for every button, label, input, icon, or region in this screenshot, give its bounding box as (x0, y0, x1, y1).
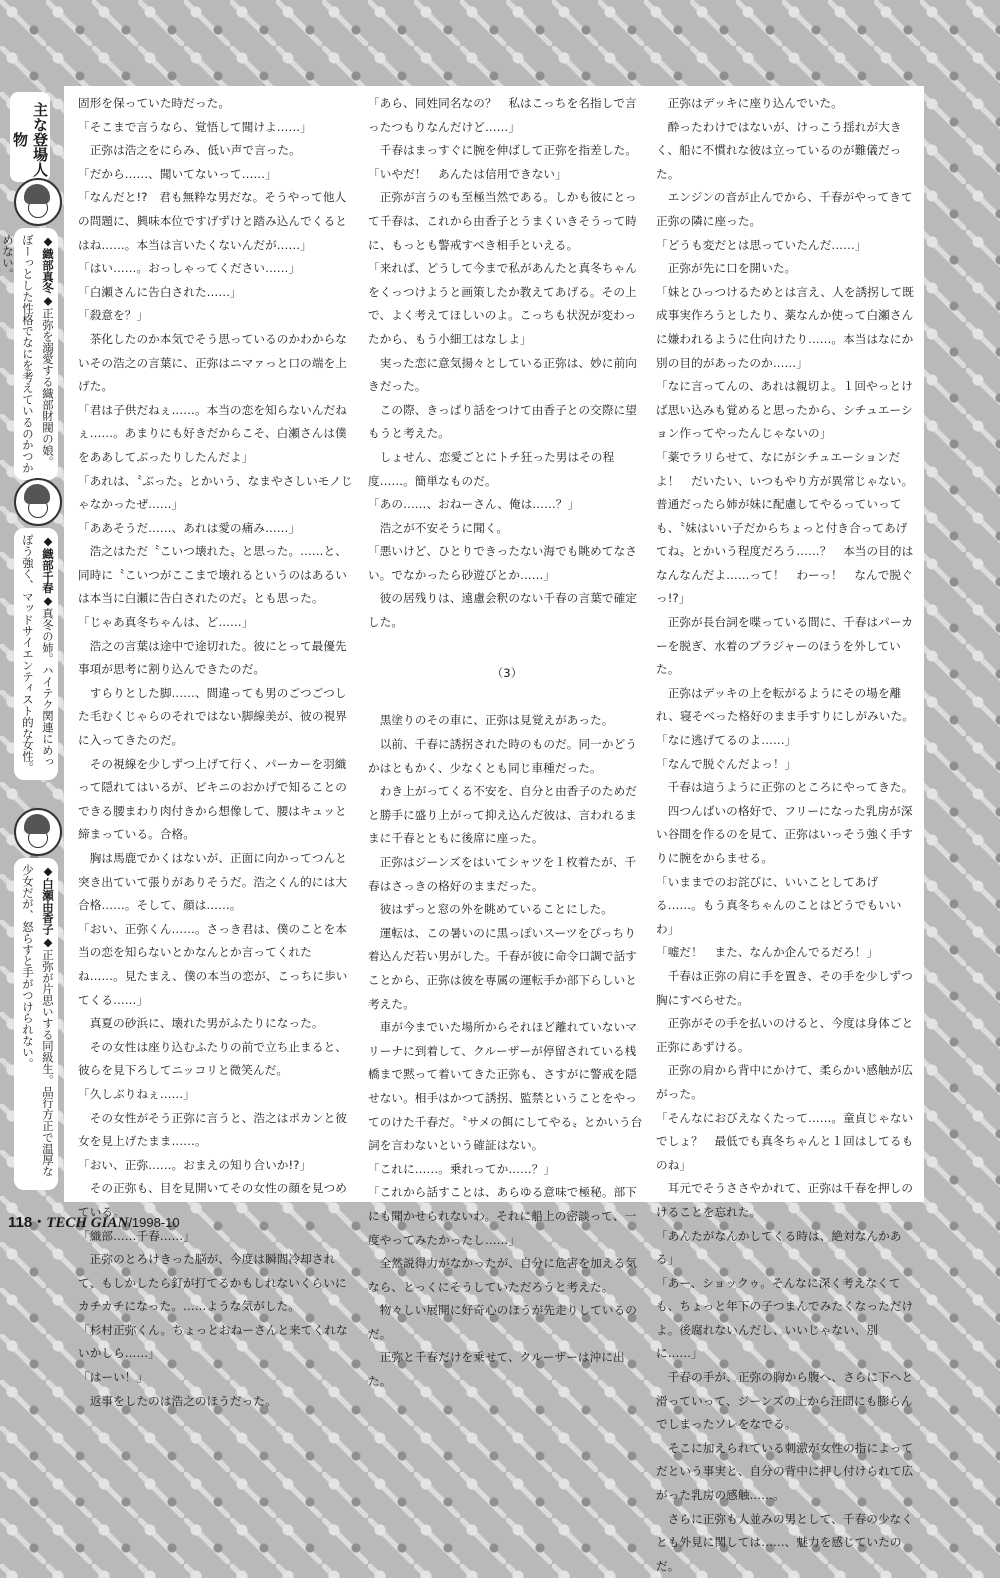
character-name: ◆織部真冬◆ (41, 234, 55, 308)
paragraph: 「そんなにおびえなくたって……。童貞じゃないでしょ？ 最低でも真冬ちゃんと１回はしてるものね」 (656, 1110, 914, 1172)
paragraph: 浩之が不安そうに聞く。 (368, 520, 509, 535)
paragraph: 茶化したのか本気でそう思っているのかわからないその浩之の言葉に、正弥はニマァっと口の端を上げた。 (78, 331, 347, 394)
page-number: 118 (8, 1214, 33, 1231)
paragraph: 正弥の肩から背中にかけて、柔らかい感触が広がった。 (656, 1063, 914, 1101)
paragraph: 物々しい展開に好奇心のほうが先走りしているのだ。 (368, 1303, 637, 1341)
paragraph: 正弥が先に口を開いた。 (656, 261, 797, 276)
paragraph: 耳元でそうささやかれて、正弥は千春を押しのけることを忘れた。 (656, 1181, 914, 1219)
paragraph: そこに加えられている刺激が女性の指によってだという事実と、自分の背中に押し付けられて広がった乳房の感触……。 (656, 1440, 914, 1503)
paragraph: 正弥はジーンズをはいてシャツを１枚着たが、千春はさっきの格好のままだった。 (368, 855, 637, 893)
paragraph: 正弥が長台詞を喋っている間に、千春はパーカーを脱ぎ、水着のブラジャーのほうを外していた。 (656, 615, 914, 677)
paragraph: 「だから……、聞いてないって……」 (78, 166, 277, 181)
character-desc-chiharu (14, 528, 58, 780)
issue-date: /1998-10 (128, 1215, 180, 1230)
paragraph: 「おい、正弥……。おまえの知り合いか!?」 (78, 1157, 312, 1172)
text-column-3 (656, 92, 914, 1573)
footer-separator: ・ (32, 1214, 47, 1230)
paragraph: 全然説得力がなかったが、自分に危害を加える気なら、とっくにそうしていただろうと考えた。 (368, 1256, 637, 1294)
paragraph: 固形を保っていた時だった。 (78, 96, 231, 110)
paragraph: しょせん、恋愛ごとにトチ狂った男はその程度……。簡単なものだ。 (368, 449, 615, 488)
paragraph: 返事をしたのは浩之のほうだった。 (78, 1393, 277, 1408)
paragraph: 四つんばいの格好で、フリーになった乳房が深い谷間を作るのを見て、正弥はいっそう強く手すりに腕をからませる。 (656, 803, 914, 865)
paragraph: さらに正弥も人並みの男として、千春の少なくとも外見に関しては……、魅力を感じていたのだ。 (656, 1511, 914, 1573)
paragraph: 「あの……、おねーさん、俺は……？」 (368, 497, 580, 512)
character-name: ◆織部千春◆ (41, 534, 55, 608)
paragraph: 「はーい！」 (78, 1370, 149, 1385)
paragraph: 「あら、同姓同名なの？ 私はこっちを名指しで言ったつもりなんだけど……」 (368, 96, 637, 134)
paragraph: 「あー、ショックゥ。そんなに深く考えなくても、ちょっと年下の子つまんでみたくなっただけよ。後腐れないんだし、いいじゃない、別に……」 (656, 1275, 914, 1361)
paragraph: エンジンの音が止んでから、千春がやってきて正弥の隣に座った。 (656, 190, 913, 228)
paragraph: 正弥は浩之をにらみ、低い声で言った。 (78, 143, 301, 158)
paragraph: その女性がそう正弥に言うと、浩之はポカンと彼女を見上げたまま……。 (78, 1110, 347, 1149)
character-name: ◆白瀬由香子◆ (41, 864, 55, 949)
paragraph: 「久しぶりねぇ……」 (78, 1086, 195, 1101)
paragraph: すらりとした脚……、間違っても男のごつごつした毛むくじゃらのそれではない脚線美が、彼の視界に入ってきたのだ。 (78, 685, 347, 748)
paragraph: 彼はずっと窓の外を眺めていることにした。 (368, 902, 613, 917)
paragraph: 千春の手が、正弥の胸から腹へ、さらに下へと滑っていって、ジーンズの上から汪間にも膨らんでしまったソレをなでる。 (656, 1370, 914, 1432)
paragraph: 「いままでのお詫びに、いいことしてあげる……。もう真冬ちゃんのことはどうでもいいわ」 (656, 874, 902, 936)
paragraph: 正弥と千春だけを乗せて、クルーザーは沖に出た。 (368, 1350, 625, 1389)
paragraph: 正弥のとろけきった脳が、今度は瞬間冷却されて、もしかしたら釘が打てるかもしれないくらいにカチカチになった。……ような気がした。 (78, 1252, 347, 1314)
paragraph: その視線を少しずつ上げて行く、パーカーを羽織って隠れてはいるが、ビキニのおかげで知ることのできる腰まわり肉付きから想像して、腰はキュッと締まっている。合格。 (78, 756, 347, 842)
paragraph (368, 635, 646, 659)
paragraph: 「君は子供だねぇ……。本当の恋を知らないんだねぇ……。あまりにも好きだからこそ、白瀬さんは僕をああしてぶったりしたんだよ」 (78, 402, 347, 464)
paragraph: 「なんで脱ぐんだよっ！」 (656, 756, 797, 771)
paragraph: 浩之はただ〝こいつ壊れた〟と思った。……と、同時に〝こいつがここまで壊れるというのはあるいは本当に白瀬に告白されたのだ〟とも思った。 (78, 544, 347, 606)
paragraph: 運転は、この暑いのに黒っぽいスーツをぴっちり着込んだ若い男がした。千春が彼に命令口調で話すことから、正弥は彼を専属の運転手か部下らしいと考えた。 (368, 925, 637, 1011)
paragraph: 酔ったわけではないが、けっこう揺れが大きく、船に不慣れな彼は立っているのが難儀だった。 (656, 119, 902, 181)
paragraph: 正弥が言うのも至極当然である。しかも彼にとって千春は、これから由香子とうまくいきそうって時に、もっとも警戒すべき相手といえる。 (368, 190, 637, 252)
character-text: 正弥が片思いする同級生。品行方正で温厚な少女だが、怒らすと手がつけられない。 (21, 864, 55, 1177)
paragraph: 「なに逃げてるのよ……」 (656, 733, 797, 748)
paragraph: 正弥はデッキに座り込んでいた。 (656, 96, 843, 110)
paragraph: 「あんたがなんかしてくる時は、絶対なんかある」 (656, 1228, 902, 1267)
paragraph: 「織部……千春……」 (78, 1228, 195, 1243)
character-portrait-chiharu (14, 478, 62, 526)
character-portrait-yukako (14, 808, 62, 856)
character-sidebar (1, 88, 62, 1198)
paragraph: その女性は座り込むふたりの前で立ち止まると、彼らを見下ろしてニッコリと微笑んだ。 (78, 1039, 347, 1078)
paragraph: 実った恋に意気揚々としている正弥は、妙に前向きだった。 (368, 355, 637, 394)
paragraph: その正弥も、目を見開いてその女性の顔を見つめている。 (78, 1181, 347, 1219)
paragraph: 「そこまで言うなら、覚悟して聞けよ……」 (78, 119, 312, 134)
paragraph: 正弥がその手を払いのけると、今度は身体ごと正弥にあずける。 (656, 1016, 914, 1054)
character-text: 正弥を溺愛する織部財閥の娘。ぼーっとした性格でなにを考えているのかつかめない。 (1, 234, 55, 474)
paragraph: 「嘘だ！ また、なんか企んでるだろ！」 (656, 945, 879, 960)
paragraph: 「おい、正弥くん……。さっき君は、僕のことを本当の恋を知らないとかなんとか言ってくれたね……。見たまえ、僕の本当の恋が、こっちに歩いてくる……」 (78, 921, 348, 1007)
character-portrait-mafuyu (14, 178, 62, 226)
paragraph: 千春は這うように正弥のところにやってきた。 (656, 780, 914, 795)
paragraph: 「あれは、〝ぶった〟とかいう、なまやさしいモノじゃなかったぜ……」 (78, 473, 353, 512)
paragraph: 「はい……。おっしゃってください……」 (78, 261, 301, 276)
magazine-name: TECH GIAN (46, 1215, 129, 1231)
character-desc-mafuyu (1, 228, 58, 480)
paragraph: 胸は馬鹿でかくはないが、正面に向かってつんと突き出ていて張りがありそうだ。浩之くん的には大合格……。そして、顔は……。 (78, 851, 347, 913)
paragraph: 「悪いけど、ひとりできったない海でも眺めてなさい。でなかったら砂遊びとか……」 (368, 544, 637, 582)
paragraph: 「どうも変だとは思っていたんだ……」 (656, 237, 867, 252)
paragraph: 「ああそうだ……、あれは愛の痛み……」 (78, 520, 301, 535)
paragraph: 以前、千春に誘拐された時のものだ。同一かどうかはともかく、少なくとも同じ車種だった。 (368, 737, 637, 775)
paragraph: 「なんだと!? 君も無粋な男だな。そうやって他人の問題に、興味本位ですげずけと踏み込んでくるとはね……。本当は言いたくないんだが……」 (78, 190, 347, 252)
paragraph: 「杉村正弥くん。ちょっとおねーさんと来てくれないかしら……」 (78, 1322, 348, 1361)
paragraph: 「これに……。乗れってか……？」 (368, 1161, 556, 1176)
text-column-2 (368, 92, 646, 1389)
paragraph: この際、きっぱり話をつけて由香子との交際に望もうと考えた。 (368, 402, 637, 441)
paragraph (368, 686, 646, 710)
paragraph: 「妹とひっつけるためとは言え、人を誘拐して既成事実作ろうとしたり、薬なんか使って白瀬さんに嫌われるように仕向けたり……。本当はなにか別の目的があったのか……」 (656, 284, 914, 370)
paragraph: 「いやだ！ あんたは信用できない」 (368, 166, 567, 181)
character-desc-yukako (14, 858, 58, 1190)
paragraph: 黒塗りのその車に、正弥は見覚えがあった。 (368, 713, 614, 728)
paragraph: 千春はまっすぐに腕を伸ばして正弥を指差した。 (368, 143, 637, 158)
page-footer (8, 1212, 180, 1238)
paragraph: わき上がってくる不安を、自分と由香子のためだと勝手に盛り上がって抑え込んだ彼は、言われるままに千春とともに後席に座った。 (368, 784, 637, 846)
paragraph: 「薬でラリらせて、なにがシチュエーションだよ！ だいたい、いつもやり方が異常じゃない。普通だったら姉が妹に配慮してやるっていっても、〝妹はいい子だからちょっと付き合ってあげてね〟とかいう程度だろう……？ 本当の目的はなんなんだよ……って！ わーっ！ なんで脱ぐっ!?」 (656, 449, 914, 606)
chapter-heading: （3） (491, 666, 523, 681)
paragraph: 浩之の言葉は途中で途切れた。彼にとって最優先事項が思考に割り込んできたのだ。 (78, 638, 347, 677)
paragraph: 正弥はデッキの上を転がるようにその場を離れ、寝そべった格好のまま手すりにしがみいた。 (656, 685, 914, 724)
paragraph: 「なに言ってんの、あれは親切よ。１回やっとけば思い込みも覚めると思ったから、シチュエーション作ってやったんじゃないの」 (656, 379, 913, 441)
paragraph: 真夏の砂浜に、壊れた男がふたりになった。 (78, 1016, 324, 1031)
sidebar-title: 主な登場人物 (10, 92, 50, 182)
paragraph: 「じゃあ真冬ちゃんは、ど……」 (78, 615, 254, 630)
paragraph: 「これから話すことは、あらゆる意味で極秘。部下にも聞かせられないわ。それに船上の密談って、一度やってみたかったし……」 (368, 1185, 637, 1247)
paragraph: 千春は正弥の肩に手を置き、その手を少しずつ胸にすべらせた。 (656, 968, 913, 1007)
character-text: 真冬の姉。ハイテク関連にめっぽう強く、マッドサイエンティスト的な女性。 (21, 534, 55, 774)
paragraph: 「殺意を？」 (78, 308, 149, 323)
paragraph: 彼の居残りは、遠慮会釈のない千春の言葉で確定した。 (368, 591, 637, 630)
paragraph: 「白瀬さんに告白された……」 (78, 284, 242, 299)
paragraph: 「来れば、どうして今まで私があんたと真冬ちゃんをくっつけようと画策したか教えてあげる。その上で、よく考えてほしいのよ。こっちも状況が変わったから、もう小細工はなしよ」 (368, 261, 637, 346)
paragraph: 車が今までいた場所からそれほど離れていないマリーナに到着して、クルーザーが停留されている桟橋まで黙って着いてきた正弥も、さすがに警戒を隠せない。相手はかつて誘拐、監禁ということをやってのけた千春だ。〝サメの餌にしてやる〟とかいう台詞を言わないという確証はない。 (368, 1020, 643, 1153)
